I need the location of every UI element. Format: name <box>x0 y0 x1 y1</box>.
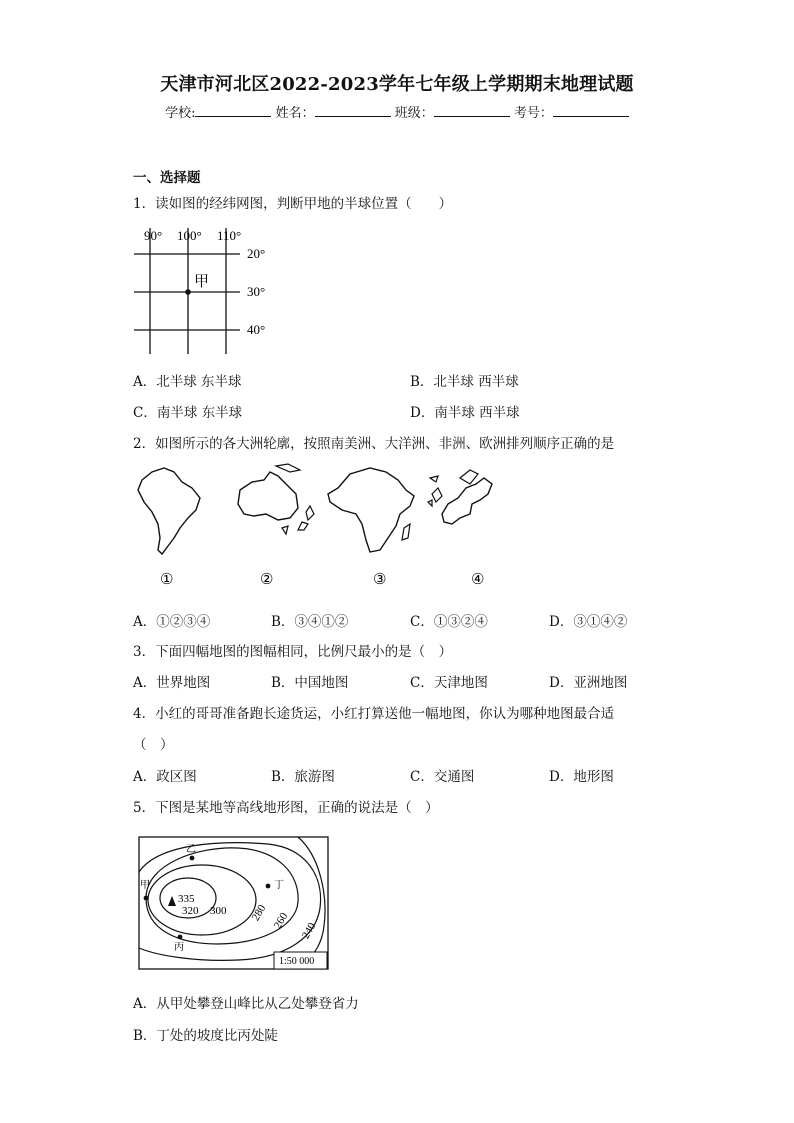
contour-label-240: 240 <box>299 920 319 941</box>
student-info-line <box>0 102 794 121</box>
contour-label-260: 260 <box>271 910 291 931</box>
new-guinea-outline <box>276 464 300 472</box>
point-yi-label: 乙 <box>186 844 196 855</box>
q2-option-a[interactable]: A．①②③④ <box>133 614 211 630</box>
new-zealand-outline <box>298 506 314 530</box>
q3-option-c[interactable]: C．天津地图 <box>410 675 488 691</box>
continent-label-2: ② <box>260 572 274 588</box>
contour-label-300: 300 <box>210 905 227 917</box>
school-blank[interactable] <box>195 104 271 117</box>
q4-option-b[interactable]: B．旅游图 <box>271 769 335 785</box>
continent-label-3: ③ <box>373 572 387 588</box>
contour-label-320: 320 <box>182 905 199 917</box>
lon-label-110: 110° <box>217 228 242 243</box>
class-label: 班级： <box>394 106 434 121</box>
q1-option-c[interactable]: C．南半球 东半球 <box>133 405 243 421</box>
q3-option-b[interactable]: B．中国地图 <box>271 675 349 691</box>
school-label: 学校: <box>165 106 196 121</box>
british-isles-outline <box>428 488 442 506</box>
scandinavia-outline <box>460 470 478 484</box>
q1-option-a[interactable]: A．北半球 东半球 <box>133 374 242 390</box>
lat-label-20: 20° <box>247 246 266 261</box>
q3-option-a[interactable]: A．世界地图 <box>133 675 211 691</box>
madagascar-outline <box>402 524 410 540</box>
lon-label-100: 100° <box>177 228 202 243</box>
q4-option-a[interactable]: A．政区图 <box>133 769 197 785</box>
graticule-figure <box>130 224 280 356</box>
point-jia-label: 甲 <box>140 880 150 891</box>
europe-outline <box>442 478 492 524</box>
peak-triangle-icon <box>168 896 176 906</box>
q5-option-a[interactable]: A．从甲处攀登山峰比从乙处攀登省力 <box>133 996 359 1012</box>
exam-number-label: 考号： <box>513 106 553 121</box>
point-bing-label: 丙 <box>174 942 184 953</box>
lat-label-30: 30° <box>247 284 266 299</box>
q4-option-d[interactable]: D．地形图 <box>549 769 614 785</box>
q5-option-b[interactable]: B．丁处的坡度比丙处陡 <box>133 1028 278 1044</box>
point-jia-marker <box>144 896 149 901</box>
south-america-outline <box>138 468 200 554</box>
question-4-stem-cont: （ ） <box>133 737 174 753</box>
name-blank[interactable] <box>315 104 391 117</box>
section-heading: 一、选择题 <box>133 170 201 186</box>
contour-label-280: 280 <box>249 902 269 923</box>
map-frame <box>139 837 328 969</box>
lon-label-90: 90° <box>144 228 163 243</box>
question-1-stem: 1．读如图的经纬网图，判断甲地的半球位置（ ） <box>133 196 453 212</box>
q1-option-d[interactable]: D．南半球 西半球 <box>410 405 520 421</box>
point-ding-marker <box>266 884 271 889</box>
iceland-outline <box>430 476 438 482</box>
point-jia-label: 甲 <box>194 274 210 290</box>
class-blank[interactable] <box>434 104 510 117</box>
q1-option-b[interactable]: B．北半球 西半球 <box>410 374 519 390</box>
continents-figure <box>130 458 510 593</box>
question-5-stem: 5．下图是某地等高线地形图，正确的说法是（ ） <box>133 800 439 816</box>
q3-option-d[interactable]: D．亚洲地图 <box>549 675 628 691</box>
point-bing-marker <box>178 935 183 940</box>
scale-label: 1:50 000 <box>279 956 315 967</box>
question-4-stem: 4．小红的哥哥准备跑长途货运，小红打算送他一幅地图，你认为哪种地图最合适 <box>133 706 615 722</box>
tasmania-outline <box>282 526 288 534</box>
page-title: 天津市河北区2022-2023学年七年级上学期期末地理试题 <box>160 74 634 95</box>
point-yi-marker <box>190 856 195 861</box>
africa-outline <box>328 468 414 552</box>
name-label: 姓名： <box>275 106 315 121</box>
q2-option-b[interactable]: B．③④①② <box>271 614 349 630</box>
q4-option-c[interactable]: C．交通图 <box>410 769 475 785</box>
contour-300 <box>148 865 256 935</box>
contour-280 <box>146 848 298 944</box>
point-jia-marker <box>185 289 191 295</box>
q2-option-d[interactable]: D．③①④② <box>549 614 628 630</box>
q2-option-c[interactable]: C．①③②④ <box>410 614 488 630</box>
question-2-stem: 2．如图所示的各大洲轮廓，按照南美洲、大洋洲、非洲、欧洲排列顺序正确的是 <box>133 436 615 452</box>
contour-260 <box>139 843 321 961</box>
continent-label-1: ① <box>160 572 174 588</box>
question-3-stem: 3．下面四幅地图的图幅相同，比例尺最小的是（ ） <box>133 644 453 660</box>
contour-map-figure <box>138 836 330 972</box>
peak-elevation: 335 <box>178 893 195 905</box>
lat-label-40: 40° <box>247 322 266 337</box>
point-ding-label: 丁 <box>274 880 284 891</box>
continent-label-4: ④ <box>471 572 485 588</box>
australia-outline <box>238 472 298 520</box>
exam-number-blank[interactable] <box>553 104 629 117</box>
